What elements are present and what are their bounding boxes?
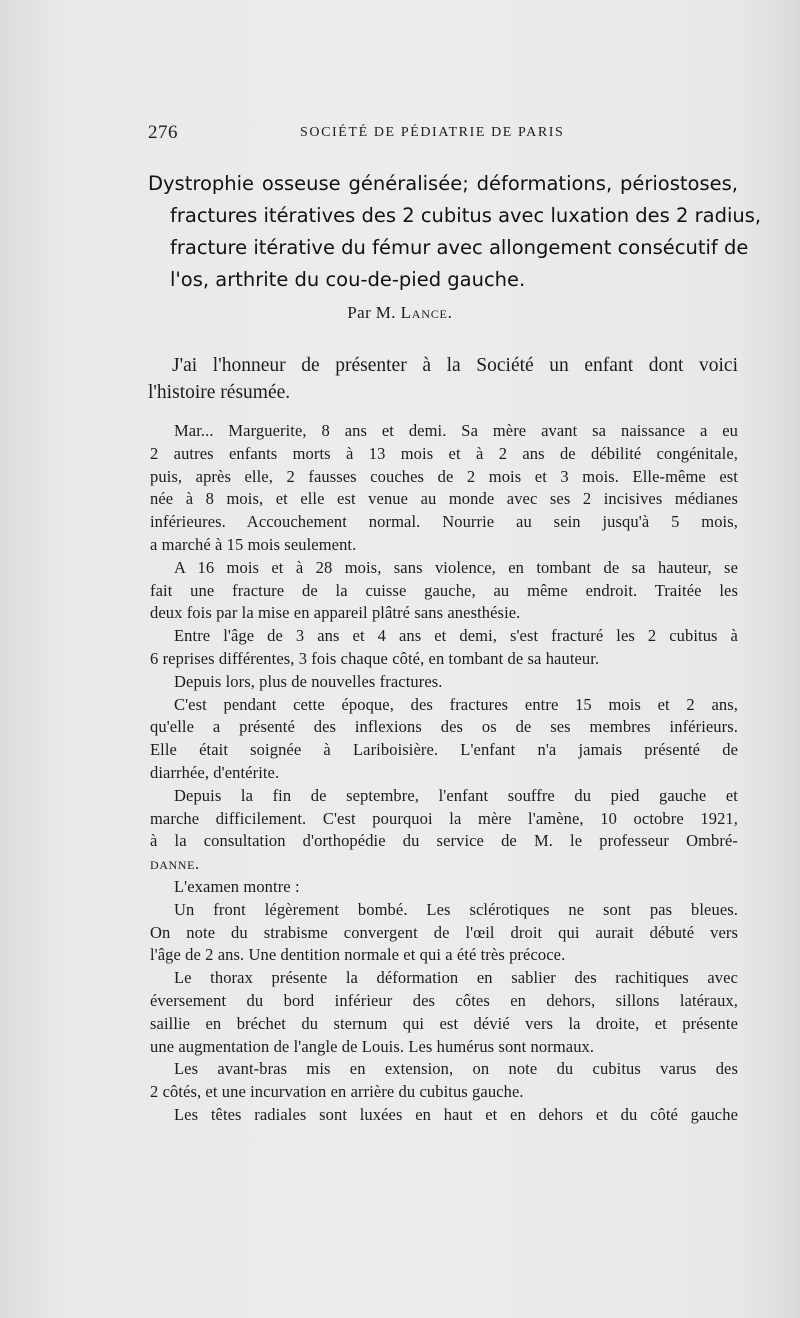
body-line: Entre l'âge de 3 ans et 4 ans et demi, s'est fracturé les 2 cubitus à: [174, 626, 738, 646]
case-report-body: [150, 420, 738, 1127]
author-byline: [0, 303, 800, 323]
body-line: Le thorax présente la déformation en sablier des rachitiques avec: [174, 968, 738, 988]
body-line: deux fois par la mise en appareil plâtré sans anesthésie.: [150, 603, 521, 623]
body-line: née à 8 mois, et elle est venue au monde avec ses 2 incisives médianes: [150, 489, 738, 509]
body-line: l'âge de 2 ans. Une dentition normale et qui a été très précoce.: [150, 945, 566, 965]
title-line: fracture itérative du fémur avec allongement consécutif de: [170, 236, 749, 259]
body-line: Elle était soignée à Lariboisière. L'enfant n'a jamais présenté de: [150, 740, 738, 760]
body-line: 2 autres enfants morts à 13 mois et à 2 ans de débilité congénitale,: [150, 443, 738, 463]
author-prefix: Par M.: [347, 303, 396, 322]
body-line: Depuis la fin de septembre, l'enfant souffre du pied gauche et: [174, 785, 738, 805]
title-line: l'os, arthrite du cou-de-pied gauche.: [170, 268, 526, 291]
body-line: danne.: [150, 854, 200, 874]
body-line: puis, après elle, 2 fausses couches de 2 mois et 3 mois. Elle-même est: [150, 466, 738, 486]
intro-paragraph: [148, 352, 738, 406]
intro-line: J'ai l'honneur de présenter à la Société un enfant dont voici: [172, 355, 738, 376]
running-head: SOCIÉTÉ DE PÉDIATRIE DE PARIS: [300, 125, 565, 140]
body-line: éversement du bord inférieur des côtes en dehors, sillons latéraux,: [150, 990, 738, 1010]
body-line: Mar... Marguerite, 8 ans et demi. Sa mère avant sa naissance a eu: [174, 421, 738, 440]
body-line: 6 reprises différentes, 3 fois chaque côté, en tombant de sa hauteur.: [150, 648, 600, 668]
author-name: Lance.: [400, 303, 453, 322]
body-line: Depuis lors, plus de nouvelles fractures.: [174, 671, 443, 691]
body-line: a marché à 15 mois seulement.: [150, 534, 357, 554]
body-line: Les têtes radiales sont luxées en haut et en dehors et du côté gauche: [174, 1104, 738, 1124]
body-line: inférieures. Accouchement normal. Nourrie au sein jusqu'à 5 mois,: [150, 512, 738, 532]
page-header: [148, 122, 738, 144]
article-title: [148, 168, 762, 296]
body-line: à la consultation d'orthopédie du service de M. le professeur Ombré-: [150, 831, 738, 851]
title-line: fractures itératives des 2 cubitus avec luxation des 2 radius,: [170, 204, 762, 227]
body-line: qu'elle a présenté des inflexions des os de ses membres inférieurs.: [150, 717, 738, 737]
body-line: A 16 mois et à 28 mois, sans violence, en tombant de sa hauteur, se: [174, 557, 738, 577]
body-line: L'examen montre :: [174, 876, 300, 896]
body-line: C'est pendant cette époque, des fractures entre 15 mois et 2 ans,: [174, 694, 738, 714]
title-line: Dystrophie osseuse généralisée; déformations, périostoses,: [148, 172, 738, 195]
body-line: Un front légèrement bombé. Les sclérotiques ne sont pas bleues.: [174, 899, 738, 919]
page-number: 276: [148, 122, 178, 143]
body-line: diarrhée, d'entérite.: [150, 762, 280, 782]
body-line: une augmentation de l'angle de Louis. Les humérus sont normaux.: [150, 1036, 595, 1056]
body-line: Les avant-bras mis en extension, on note du cubitus varus des: [174, 1059, 738, 1079]
body-line: saillie en bréchet du sternum qui est dévié vers la droite, et présente: [150, 1013, 738, 1033]
body-line: fait une fracture de la cuisse gauche, au même endroit. Traitée les: [150, 580, 738, 600]
body-line: marche difficilement. C'est pourquoi la mère l'amène, 10 octobre 1921,: [150, 808, 738, 828]
body-line: 2 côtés, et une incurvation en arrière du cubitus gauche.: [150, 1082, 524, 1102]
body-line: On note du strabisme convergent de l'œil droit qui aurait débuté vers: [150, 922, 738, 942]
intro-line: l'histoire résumée.: [148, 382, 291, 403]
